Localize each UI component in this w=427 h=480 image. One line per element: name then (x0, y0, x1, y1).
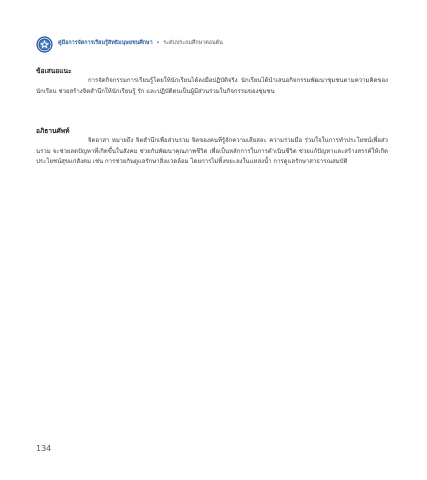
page-header (36, 34, 396, 54)
glossary-section (36, 126, 388, 168)
page-number: 134 (36, 444, 52, 453)
recommendation-body: การจัดกิจกรรมการเรียนรู้โดยให้นักเรียนได้ลงมือปฏิบัติจริง นักเรียนได้นำเสนอกิจกรรมพัฒนาชุมชนตามความคิดของนักเรียน ช่วยสร้างจิตสำนึกให้นักเรียนรู้ รัก และปฏิบัติตนเป็นผู้มีส่วนร่วมในกิจกรรมของชุมชน (36, 77, 388, 95)
glossary-title: อภิธานศัพท์ (36, 127, 70, 135)
header-separator: • (156, 40, 160, 47)
header-text (58, 41, 223, 46)
glossary-body: จิตอาสา หมายถึง จิตสำนึกเพื่อส่วนรวม จิตของคนที่รู้จักความเสียสละ ความร่วมมือ ร่วมใจในการทำประโยชน์เพื่อส่วนรวม จะช่วยลดปัญหาที่เกิดขึ้นในสังคม ช่วยกันพัฒนาคุณภาพชีวิต เพื่อเป็นหลักการในการดำเนินชีวิต ช่วยแก้ปัญหาและสร้างสรรค์ให้เกิดประโยชน์สุขแก่สังคม เช่น การช่วยกันดูแลรักษาสิ่งแวดล้อม โดยการไม่ทิ้งขยะลงในแหล่งน้ำ การดูแลรักษาสาธารณสมบัติ (36, 137, 388, 165)
recommendation-title: ข้อเสนอแนะ (36, 67, 72, 75)
header-title: คู่มือการจัดการเรียนรู้สิทธิมนุษยชนศึกษา (58, 40, 153, 47)
header-subtitle: ระดับประถมศึกษาตอนต้น (163, 40, 223, 47)
recommendation-section (36, 66, 388, 97)
school-emblem-icon (36, 36, 53, 53)
